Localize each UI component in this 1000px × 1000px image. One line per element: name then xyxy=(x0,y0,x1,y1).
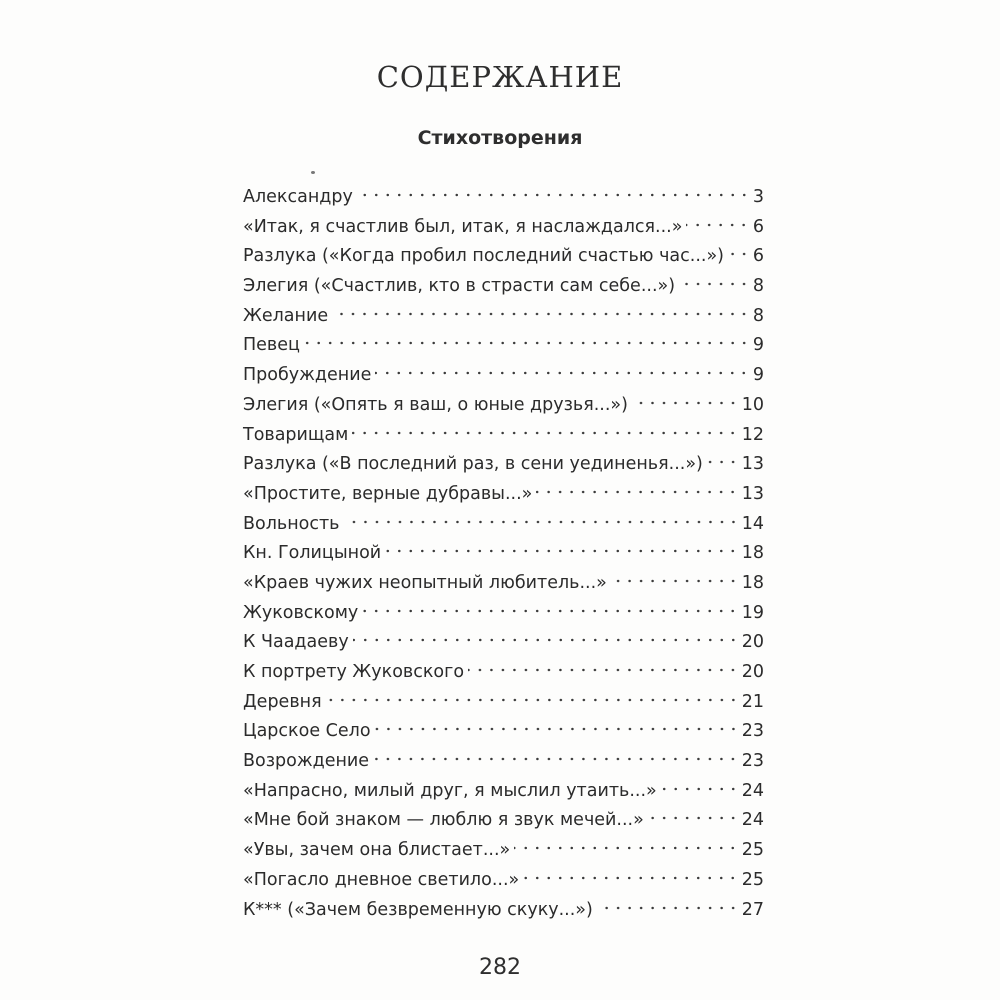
toc-entry xyxy=(243,599,764,629)
page-number: 282 xyxy=(479,955,521,980)
toc-entry xyxy=(243,539,764,569)
table-of-contents xyxy=(243,183,764,925)
dot-leader xyxy=(514,846,739,850)
entry-title: К Чаадаеву xyxy=(243,632,349,653)
toc-entry xyxy=(243,331,764,361)
entry-page-number: 20 xyxy=(741,632,764,653)
toc-entry xyxy=(243,777,764,807)
entry-title: Элегия («Счастлив, кто в страсти сам себе...») xyxy=(243,276,676,297)
entry-title: «Мне бой знаком — люблю я звук мечей...» xyxy=(243,810,644,831)
dot-leader xyxy=(357,193,750,197)
dot-leader xyxy=(304,341,750,345)
entry-page-number: 19 xyxy=(741,602,764,623)
toc-entry xyxy=(243,183,764,213)
print-speck xyxy=(311,171,315,174)
dot-leader xyxy=(375,371,750,375)
dot-leader xyxy=(728,252,750,256)
entry-page-number: 3 xyxy=(752,187,764,207)
dot-leader xyxy=(707,460,739,464)
section-title: Стихотворения xyxy=(417,127,583,149)
toc-entry xyxy=(243,450,764,480)
toc-entry xyxy=(243,421,764,451)
entry-title: Желание xyxy=(243,305,329,326)
entry-page-number: 9 xyxy=(752,365,764,386)
dot-leader xyxy=(353,638,739,642)
entry-title: Возрождение xyxy=(243,751,370,772)
dot-leader xyxy=(686,223,749,227)
entry-page-number: 14 xyxy=(741,513,764,534)
entry-title: Деревня xyxy=(243,691,322,712)
entry-title: Александру xyxy=(243,187,353,207)
toc-entry xyxy=(243,272,764,302)
dot-leader xyxy=(679,282,750,286)
entry-title: К*** («Зачем безвременную скуку...») xyxy=(243,899,593,920)
toc-entry xyxy=(243,658,764,688)
dot-leader xyxy=(648,816,739,820)
dot-leader xyxy=(373,757,739,761)
dot-leader xyxy=(344,520,739,524)
entry-page-number: 23 xyxy=(741,721,764,742)
dot-leader xyxy=(468,668,739,672)
entry-page-number: 25 xyxy=(741,840,764,861)
toc-entry xyxy=(243,806,764,836)
dot-leader xyxy=(326,698,739,702)
entry-page-number: 12 xyxy=(741,424,764,445)
entry-page-number: 9 xyxy=(752,335,764,356)
entry-title: «Простите, верные дубравы...» xyxy=(243,483,533,504)
entry-title: Разлука («Когда пробил последний счастью час...») xyxy=(243,246,724,267)
entry-title: «Погасло дневное светило...» xyxy=(243,869,520,890)
dot-leader xyxy=(597,906,739,910)
entry-title: Жуковскому xyxy=(243,602,359,623)
toc-entry xyxy=(243,688,764,718)
entry-page-number: 13 xyxy=(741,483,764,504)
toc-entry xyxy=(243,302,764,332)
entry-title: Разлука («В последний раз, в сени уединенья...») xyxy=(243,454,703,475)
entry-title: К портрету Жуковского xyxy=(243,662,465,682)
entry-page-number: 18 xyxy=(741,543,764,564)
entry-title: «Краев чужих неопытный любитель...» xyxy=(243,572,607,593)
entry-title: Царское Село xyxy=(243,721,371,742)
dot-leader xyxy=(362,609,738,613)
dot-leader xyxy=(352,431,738,435)
page-title: СОДЕРЖАНИЕ xyxy=(376,60,624,94)
entry-title: Пробуждение xyxy=(243,365,372,386)
entry-title: «Увы, зачем она блистает...» xyxy=(243,840,511,861)
toc-entry xyxy=(243,836,764,866)
entry-page-number: 8 xyxy=(752,305,764,326)
dot-leader xyxy=(332,312,750,316)
entry-page-number: 8 xyxy=(752,276,764,297)
toc-entry xyxy=(243,628,764,658)
entry-page-number: 6 xyxy=(752,216,764,237)
toc-entry xyxy=(243,391,764,421)
entry-page-number: 10 xyxy=(741,394,764,415)
entry-page-number: 23 xyxy=(741,751,764,772)
toc-entry xyxy=(243,510,764,540)
entry-title: Вольность xyxy=(243,513,340,534)
toc-entry xyxy=(243,242,764,272)
entry-title: Кн. Голицыной xyxy=(243,543,382,564)
entry-page-number: 18 xyxy=(741,572,764,593)
dot-leader xyxy=(661,787,739,791)
dot-leader xyxy=(611,579,739,583)
entry-page-number: 13 xyxy=(741,454,764,475)
entry-page-number: 24 xyxy=(741,810,764,831)
entry-page-number: 24 xyxy=(741,780,764,801)
toc-entry xyxy=(243,569,764,599)
toc-entry xyxy=(243,896,764,926)
toc-entry xyxy=(243,717,764,747)
dot-leader xyxy=(523,876,738,880)
dot-leader xyxy=(385,549,739,553)
entry-title: Певец xyxy=(243,335,300,356)
entry-page-number: 27 xyxy=(741,899,764,920)
dot-leader xyxy=(632,401,739,405)
toc-entry xyxy=(243,480,764,510)
entry-title: «Итак, я счастлив был, итак, я наслаждался...» xyxy=(243,216,683,237)
toc-entry xyxy=(243,747,764,777)
entry-page-number: 20 xyxy=(741,662,764,682)
dot-leader xyxy=(375,727,739,731)
dot-leader xyxy=(536,490,738,494)
toc-entry xyxy=(243,213,764,243)
toc-entry xyxy=(243,361,764,391)
entry-title: Товарищам xyxy=(243,424,349,445)
entry-title: «Напрасно, милый друг, я мыслил утаить...» xyxy=(243,780,657,801)
entry-page-number: 6 xyxy=(752,246,764,267)
entry-page-number: 25 xyxy=(741,869,764,890)
toc-entry xyxy=(243,866,764,896)
entry-page-number: 21 xyxy=(741,691,764,712)
entry-title: Элегия («Опять я ваш, о юные друзья...») xyxy=(243,394,628,415)
